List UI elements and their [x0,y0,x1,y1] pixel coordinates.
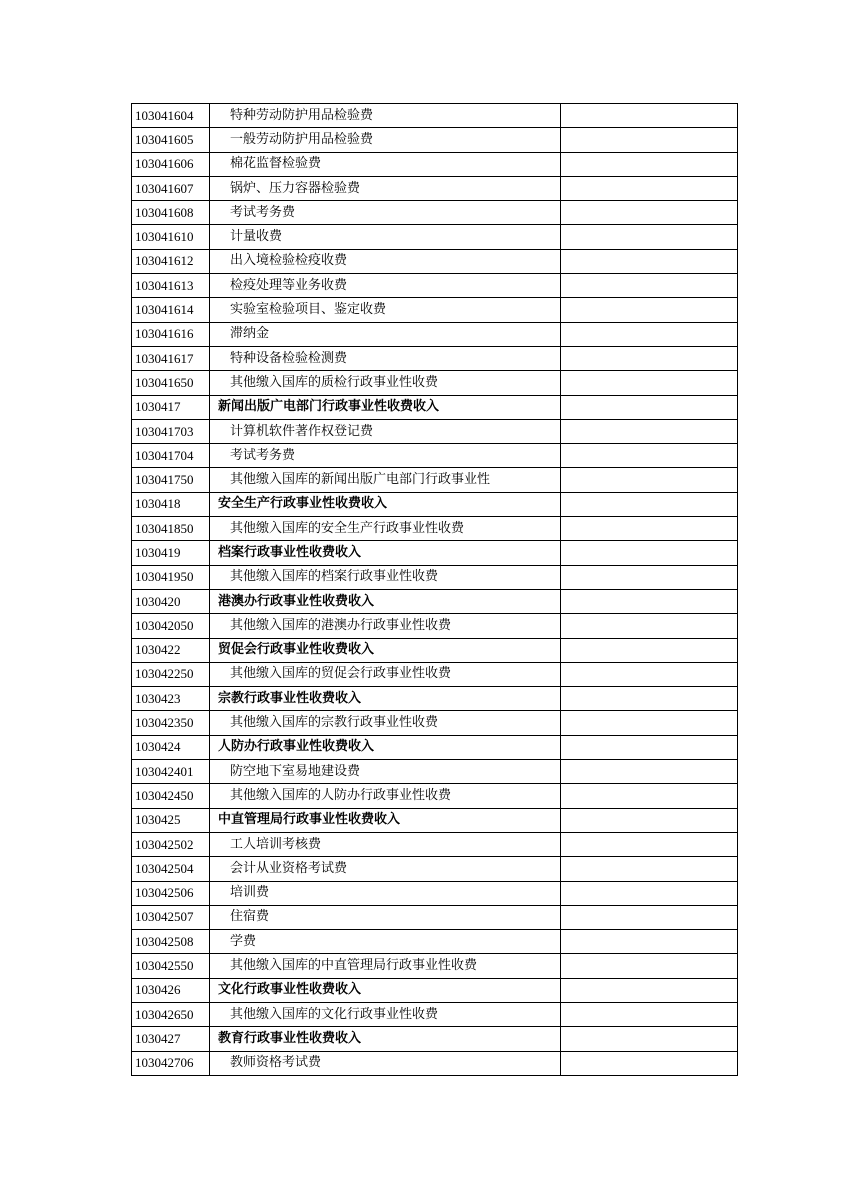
note-cell [561,711,738,735]
table-row [132,128,738,152]
item-name-cell: 实验室检验项目、鉴定收费 [210,298,561,322]
table-row [132,274,738,298]
code-cell: 1030417 [132,395,210,419]
table-row [132,784,738,808]
note-cell [561,128,738,152]
code-cell: 103042508 [132,930,210,954]
code-cell: 1030423 [132,687,210,711]
item-name-cell: 滞纳金 [210,322,561,346]
item-name-cell: 学费 [210,930,561,954]
category-row [132,492,738,516]
note-cell [561,104,738,128]
table-row [132,371,738,395]
note-cell [561,1002,738,1026]
item-name-cell: 考试考务费 [210,444,561,468]
note-cell [561,419,738,443]
table-row [132,760,738,784]
table-row [132,517,738,541]
category-name-cell: 中直管理局行政事业性收费收入 [210,808,561,832]
code-cell: 103041650 [132,371,210,395]
code-cell: 103041704 [132,444,210,468]
category-name-cell: 档案行政事业性收费收入 [210,541,561,565]
note-cell [561,954,738,978]
table-row [132,881,738,905]
code-cell: 103041617 [132,346,210,370]
table-row [132,444,738,468]
item-name-cell: 其他缴入国库的贸促会行政事业性收费 [210,662,561,686]
code-cell: 103041750 [132,468,210,492]
category-row [132,735,738,759]
item-name-cell: 一般劳动防护用品检验费 [210,128,561,152]
code-cell: 103041850 [132,517,210,541]
note-cell [561,468,738,492]
code-cell: 1030427 [132,1027,210,1051]
table-row [132,419,738,443]
note-cell [561,274,738,298]
note-cell [561,978,738,1002]
note-cell [561,735,738,759]
revenue-code-table [131,103,738,1076]
table-row [132,930,738,954]
item-name-cell: 考试考务费 [210,201,561,225]
item-name-cell: 特种劳动防护用品检验费 [210,104,561,128]
code-cell: 1030418 [132,492,210,516]
note-cell [561,784,738,808]
code-cell: 103042507 [132,905,210,929]
code-cell: 103042650 [132,1002,210,1026]
note-cell [561,760,738,784]
code-cell: 103041703 [132,419,210,443]
table-row [132,249,738,273]
item-name-cell: 其他缴入国库的质检行政事业性收费 [210,371,561,395]
note-cell [561,832,738,856]
table-row [132,1051,738,1075]
note-cell [561,541,738,565]
code-cell: 103041607 [132,176,210,200]
code-cell: 103041605 [132,128,210,152]
note-cell [561,225,738,249]
item-name-cell: 会计从业资格考试费 [210,857,561,881]
item-name-cell: 棉花监督检验费 [210,152,561,176]
table-row [132,662,738,686]
table-row [132,468,738,492]
item-name-cell: 教师资格考试费 [210,1051,561,1075]
note-cell [561,492,738,516]
code-cell: 1030426 [132,978,210,1002]
item-name-cell: 计量收费 [210,225,561,249]
category-name-cell: 贸促会行政事业性收费收入 [210,638,561,662]
table-row [132,201,738,225]
table-row [132,857,738,881]
code-cell: 103041614 [132,298,210,322]
code-cell: 103041616 [132,322,210,346]
code-cell: 103042401 [132,760,210,784]
code-cell: 1030422 [132,638,210,662]
code-cell: 103042250 [132,662,210,686]
item-name-cell: 其他缴入国库的人防办行政事业性收费 [210,784,561,808]
note-cell [561,249,738,273]
category-row [132,638,738,662]
item-name-cell: 培训费 [210,881,561,905]
table-row [132,905,738,929]
table-row [132,832,738,856]
item-name-cell: 计算机软件著作权登记费 [210,419,561,443]
code-cell: 103042050 [132,614,210,638]
note-cell [561,322,738,346]
code-cell: 103041613 [132,274,210,298]
category-name-cell: 文化行政事业性收费收入 [210,978,561,1002]
note-cell [561,881,738,905]
table-row [132,954,738,978]
code-cell: 103041608 [132,201,210,225]
note-cell [561,662,738,686]
category-row [132,687,738,711]
code-cell: 103042502 [132,832,210,856]
note-cell [561,687,738,711]
note-cell [561,201,738,225]
table-row [132,104,738,128]
category-row [132,1027,738,1051]
table-row [132,1002,738,1026]
code-cell: 1030424 [132,735,210,759]
item-name-cell: 住宿费 [210,905,561,929]
note-cell [561,808,738,832]
note-cell [561,565,738,589]
table-row [132,152,738,176]
item-name-cell: 其他缴入国库的港澳办行政事业性收费 [210,614,561,638]
table-row [132,711,738,735]
code-cell: 1030425 [132,808,210,832]
table-body [132,104,738,1076]
item-name-cell: 防空地下室易地建设费 [210,760,561,784]
code-cell: 103042450 [132,784,210,808]
category-name-cell: 新闻出版广电部门行政事业性收费收入 [210,395,561,419]
code-cell: 103042350 [132,711,210,735]
item-name-cell: 其他缴入国库的新闻出版广电部门行政事业性 [210,468,561,492]
note-cell [561,152,738,176]
item-name-cell: 其他缴入国库的中直管理局行政事业性收费 [210,954,561,978]
note-cell [561,298,738,322]
table-row [132,614,738,638]
code-cell: 103042550 [132,954,210,978]
item-name-cell: 其他缴入国库的安全生产行政事业性收费 [210,517,561,541]
category-row [132,978,738,1002]
code-cell: 103042504 [132,857,210,881]
code-cell: 103041606 [132,152,210,176]
note-cell [561,176,738,200]
category-name-cell: 人防办行政事业性收费收入 [210,735,561,759]
code-cell: 103042506 [132,881,210,905]
table-row [132,322,738,346]
code-cell: 103041612 [132,249,210,273]
table-row [132,346,738,370]
category-row [132,395,738,419]
table-row [132,298,738,322]
category-name-cell: 安全生产行政事业性收费收入 [210,492,561,516]
note-cell [561,589,738,613]
table-row [132,565,738,589]
category-row [132,808,738,832]
note-cell [561,930,738,954]
category-row [132,589,738,613]
item-name-cell: 检疫处理等业务收费 [210,274,561,298]
note-cell [561,638,738,662]
item-name-cell: 锅炉、压力容器检验费 [210,176,561,200]
item-name-cell: 其他缴入国库的宗教行政事业性收费 [210,711,561,735]
category-name-cell: 教育行政事业性收费收入 [210,1027,561,1051]
note-cell [561,444,738,468]
note-cell [561,1027,738,1051]
code-cell: 1030420 [132,589,210,613]
category-row [132,541,738,565]
code-cell: 103041610 [132,225,210,249]
table-row [132,176,738,200]
code-cell: 103041604 [132,104,210,128]
note-cell [561,371,738,395]
note-cell [561,905,738,929]
item-name-cell: 出入境检验检疫收费 [210,249,561,273]
note-cell [561,346,738,370]
code-cell: 103041950 [132,565,210,589]
item-name-cell: 特种设备检验检测费 [210,346,561,370]
note-cell [561,1051,738,1075]
note-cell [561,614,738,638]
item-name-cell: 其他缴入国库的文化行政事业性收费 [210,1002,561,1026]
code-cell: 103042706 [132,1051,210,1075]
category-name-cell: 宗教行政事业性收费收入 [210,687,561,711]
note-cell [561,857,738,881]
note-cell [561,395,738,419]
item-name-cell: 工人培训考核费 [210,832,561,856]
note-cell [561,517,738,541]
table-row [132,225,738,249]
item-name-cell: 其他缴入国库的档案行政事业性收费 [210,565,561,589]
category-name-cell: 港澳办行政事业性收费收入 [210,589,561,613]
code-cell: 1030419 [132,541,210,565]
